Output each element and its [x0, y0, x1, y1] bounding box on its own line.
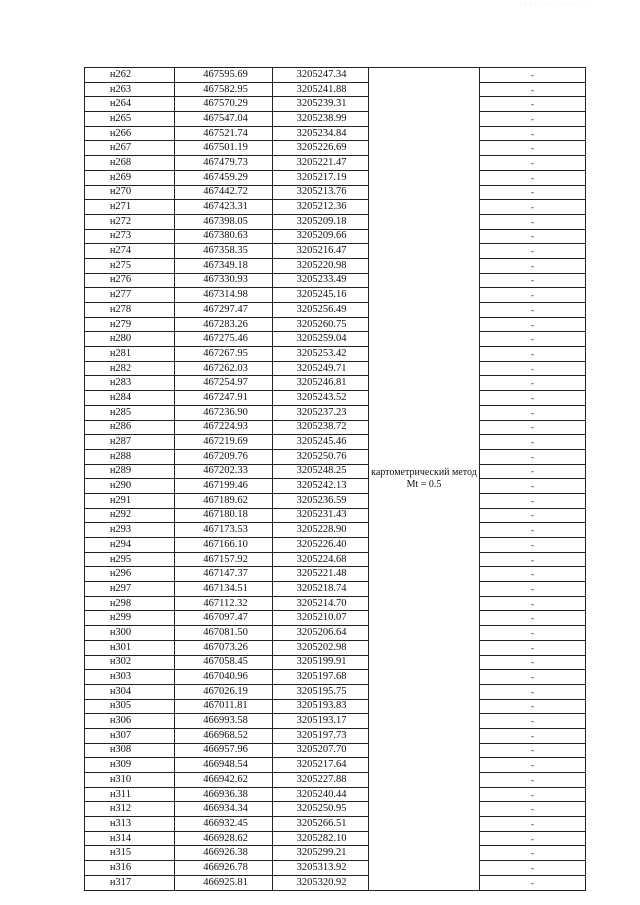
y-coordinate-cell: 3205216.47 [273, 244, 369, 259]
y-coordinate-cell: 3205221.48 [273, 567, 369, 582]
point-number-cell: н283 [85, 376, 175, 391]
x-coordinate-cell: 466932.45 [175, 817, 273, 832]
x-coordinate-cell: 467380.63 [175, 229, 273, 244]
note-cell: - [480, 347, 586, 362]
table-row [85, 185, 586, 200]
x-coordinate-cell: 467547.04 [175, 112, 273, 127]
point-number-cell: н315 [85, 846, 175, 861]
x-coordinate-cell: 467157.92 [175, 552, 273, 567]
note-cell: - [480, 846, 586, 861]
note-cell: - [480, 875, 586, 890]
y-coordinate-cell: 3205259.04 [273, 332, 369, 347]
table-row [85, 68, 586, 83]
note-cell: - [480, 361, 586, 376]
x-coordinate-cell: 467459.29 [175, 170, 273, 185]
note-cell: - [480, 611, 586, 626]
table-row [85, 126, 586, 141]
note-cell: - [480, 817, 586, 832]
point-number-cell: н262 [85, 68, 175, 83]
x-coordinate-cell: 467297.47 [175, 303, 273, 318]
point-number-cell: н300 [85, 626, 175, 641]
x-coordinate-cell: 467595.69 [175, 68, 273, 83]
table-row [85, 861, 586, 876]
y-coordinate-cell: 3205226.69 [273, 141, 369, 156]
table-row [85, 670, 586, 685]
table-row [85, 288, 586, 303]
x-coordinate-cell: 467582.95 [175, 82, 273, 97]
x-coordinate-cell: 467521.74 [175, 126, 273, 141]
note-cell: - [480, 317, 586, 332]
table-row [85, 493, 586, 508]
note-cell: - [480, 670, 586, 685]
note-cell: - [480, 640, 586, 655]
table-row [85, 303, 586, 318]
y-coordinate-cell: 3205239.31 [273, 97, 369, 112]
point-number-cell: н267 [85, 141, 175, 156]
point-number-cell: н288 [85, 449, 175, 464]
x-coordinate-cell: 467358.35 [175, 244, 273, 259]
note-cell: - [480, 582, 586, 597]
note-cell: - [480, 258, 586, 273]
y-coordinate-cell: 3205245.16 [273, 288, 369, 303]
x-coordinate-cell: 467330.93 [175, 273, 273, 288]
table-row [85, 567, 586, 582]
y-coordinate-cell: 3205197.73 [273, 728, 369, 743]
x-coordinate-cell: 466942.62 [175, 773, 273, 788]
y-coordinate-cell: 3205224.68 [273, 552, 369, 567]
y-coordinate-cell: 3205195.75 [273, 684, 369, 699]
x-coordinate-cell: 467209.76 [175, 449, 273, 464]
table-row [85, 479, 586, 494]
table-row [85, 640, 586, 655]
y-coordinate-cell: 3205236.59 [273, 493, 369, 508]
point-number-cell: н266 [85, 126, 175, 141]
note-cell: - [480, 420, 586, 435]
x-coordinate-cell: 466926.38 [175, 846, 273, 861]
y-coordinate-cell: 3205209.66 [273, 229, 369, 244]
note-cell: - [480, 435, 586, 450]
point-number-cell: н268 [85, 156, 175, 171]
table-row [85, 728, 586, 743]
point-number-cell: н270 [85, 185, 175, 200]
point-number-cell: н296 [85, 567, 175, 582]
y-coordinate-cell: 3205242.13 [273, 479, 369, 494]
y-coordinate-cell: 3205231.43 [273, 508, 369, 523]
note-cell: - [480, 802, 586, 817]
table-row [85, 508, 586, 523]
table-row [85, 332, 586, 347]
note-cell: - [480, 200, 586, 215]
table-row [85, 170, 586, 185]
y-coordinate-cell: 3205250.95 [273, 802, 369, 817]
x-coordinate-cell: 466993.58 [175, 714, 273, 729]
table-row [85, 596, 586, 611]
y-coordinate-cell: 3205193.17 [273, 714, 369, 729]
note-cell: - [480, 112, 586, 127]
x-coordinate-cell: 467275.46 [175, 332, 273, 347]
y-coordinate-cell: 3205199.91 [273, 655, 369, 670]
note-cell: - [480, 156, 586, 171]
point-number-cell: н273 [85, 229, 175, 244]
x-coordinate-cell: 467349.18 [175, 258, 273, 273]
point-number-cell: н275 [85, 258, 175, 273]
note-cell: - [480, 214, 586, 229]
note-cell: - [480, 332, 586, 347]
coordinates-table-body [85, 68, 586, 891]
table-row [85, 582, 586, 597]
point-number-cell: н282 [85, 361, 175, 376]
y-coordinate-cell: 3205246.81 [273, 376, 369, 391]
table-row [85, 817, 586, 832]
table-row [85, 538, 586, 553]
point-number-cell: н311 [85, 787, 175, 802]
x-coordinate-cell: 467423.31 [175, 200, 273, 215]
point-number-cell: н304 [85, 684, 175, 699]
x-coordinate-cell: 467073.26 [175, 640, 273, 655]
table-row [85, 97, 586, 112]
point-number-cell: н309 [85, 758, 175, 773]
table-row [85, 361, 586, 376]
y-coordinate-cell: 3205249.71 [273, 361, 369, 376]
x-coordinate-cell: 467112.32 [175, 596, 273, 611]
point-number-cell: н312 [85, 802, 175, 817]
y-coordinate-cell: 3205247.34 [273, 68, 369, 83]
y-coordinate-cell: 3205260.75 [273, 317, 369, 332]
y-coordinate-cell: 3205233.49 [273, 273, 369, 288]
y-coordinate-cell: 3205266.51 [273, 817, 369, 832]
y-coordinate-cell: 3205206.64 [273, 626, 369, 641]
table-row [85, 714, 586, 729]
table-row [85, 156, 586, 171]
point-number-cell: н286 [85, 420, 175, 435]
x-coordinate-cell: 466925.81 [175, 875, 273, 890]
table-row [85, 699, 586, 714]
point-number-cell: н313 [85, 817, 175, 832]
note-cell: - [480, 68, 586, 83]
note-cell: - [480, 626, 586, 641]
note-cell: - [480, 185, 586, 200]
point-number-cell: н271 [85, 200, 175, 215]
point-number-cell: н274 [85, 244, 175, 259]
point-number-cell: н289 [85, 464, 175, 479]
note-cell: - [480, 126, 586, 141]
note-cell: - [480, 655, 586, 670]
y-coordinate-cell: 3205210.07 [273, 611, 369, 626]
y-coordinate-cell: 3205250.76 [273, 449, 369, 464]
y-coordinate-cell: 3205193.83 [273, 699, 369, 714]
point-number-cell: н307 [85, 728, 175, 743]
point-number-cell: н298 [85, 596, 175, 611]
method-cell: картометрический метод Mt = 0.5 [369, 68, 480, 891]
point-number-cell: н294 [85, 538, 175, 553]
x-coordinate-cell: 467202.33 [175, 464, 273, 479]
note-cell: - [480, 376, 586, 391]
y-coordinate-cell: 3205221.47 [273, 156, 369, 171]
point-number-cell: н269 [85, 170, 175, 185]
note-cell: - [480, 97, 586, 112]
y-coordinate-cell: 3205197.68 [273, 670, 369, 685]
x-coordinate-cell: 466934.34 [175, 802, 273, 817]
x-coordinate-cell: 466968.52 [175, 728, 273, 743]
point-number-cell: н293 [85, 523, 175, 538]
note-cell: - [480, 743, 586, 758]
note-cell: - [480, 464, 586, 479]
y-coordinate-cell: 3205226.40 [273, 538, 369, 553]
y-coordinate-cell: 3205217.19 [273, 170, 369, 185]
y-coordinate-cell: 3205256.49 [273, 303, 369, 318]
x-coordinate-cell: 467219.69 [175, 435, 273, 450]
note-cell: - [480, 82, 586, 97]
y-coordinate-cell: 3205207.70 [273, 743, 369, 758]
y-coordinate-cell: 3205313.92 [273, 861, 369, 876]
x-coordinate-cell: 467189.62 [175, 493, 273, 508]
point-number-cell: н291 [85, 493, 175, 508]
point-number-cell: н295 [85, 552, 175, 567]
table-row [85, 611, 586, 626]
x-coordinate-cell: 467040.96 [175, 670, 273, 685]
table-row [85, 787, 586, 802]
point-number-cell: н279 [85, 317, 175, 332]
note-cell: - [480, 229, 586, 244]
point-number-cell: н264 [85, 97, 175, 112]
y-coordinate-cell: 3205237.23 [273, 405, 369, 420]
table-row [85, 831, 586, 846]
x-coordinate-cell: 467314.98 [175, 288, 273, 303]
y-coordinate-cell: 3205245.46 [273, 435, 369, 450]
note-cell: - [480, 303, 586, 318]
table-row [85, 773, 586, 788]
point-number-cell: н308 [85, 743, 175, 758]
note-cell: - [480, 170, 586, 185]
point-number-cell: н281 [85, 347, 175, 362]
coordinates-table [84, 67, 586, 891]
scan-header-mark: · · · · · · · · · · · · · · [520, 2, 587, 7]
note-cell: - [480, 728, 586, 743]
note-cell: - [480, 449, 586, 464]
note-cell: - [480, 288, 586, 303]
point-number-cell: н276 [85, 273, 175, 288]
table-row [85, 82, 586, 97]
x-coordinate-cell: 466957.96 [175, 743, 273, 758]
y-coordinate-cell: 3205217.64 [273, 758, 369, 773]
x-coordinate-cell: 467134.51 [175, 582, 273, 597]
y-coordinate-cell: 3205238.72 [273, 420, 369, 435]
table-row [85, 317, 586, 332]
x-coordinate-cell: 466948.54 [175, 758, 273, 773]
y-coordinate-cell: 3205212.36 [273, 200, 369, 215]
y-coordinate-cell: 3205220.98 [273, 258, 369, 273]
y-coordinate-cell: 3205320.92 [273, 875, 369, 890]
y-coordinate-cell: 3205240.44 [273, 787, 369, 802]
table-row [85, 141, 586, 156]
x-coordinate-cell: 467173.53 [175, 523, 273, 538]
point-number-cell: н303 [85, 670, 175, 685]
x-coordinate-cell: 467058.45 [175, 655, 273, 670]
x-coordinate-cell: 467262.03 [175, 361, 273, 376]
table-row [85, 347, 586, 362]
y-coordinate-cell: 3205228.90 [273, 523, 369, 538]
table-row [85, 743, 586, 758]
x-coordinate-cell: 467283.26 [175, 317, 273, 332]
note-cell: - [480, 493, 586, 508]
note-cell: - [480, 273, 586, 288]
point-number-cell: н317 [85, 875, 175, 890]
y-coordinate-cell: 3205282.10 [273, 831, 369, 846]
note-cell: - [480, 596, 586, 611]
point-number-cell: н287 [85, 435, 175, 450]
table-row [85, 523, 586, 538]
table-row [85, 273, 586, 288]
y-coordinate-cell: 3205299.21 [273, 846, 369, 861]
point-number-cell: н316 [85, 861, 175, 876]
x-coordinate-cell: 466926.78 [175, 861, 273, 876]
table-row [85, 464, 586, 479]
y-coordinate-cell: 3205234.84 [273, 126, 369, 141]
x-coordinate-cell: 467224.93 [175, 420, 273, 435]
point-number-cell: н278 [85, 303, 175, 318]
note-cell: - [480, 523, 586, 538]
point-number-cell: н306 [85, 714, 175, 729]
y-coordinate-cell: 3205238.99 [273, 112, 369, 127]
x-coordinate-cell: 467166.10 [175, 538, 273, 553]
y-coordinate-cell: 3205248.25 [273, 464, 369, 479]
x-coordinate-cell: 467180.18 [175, 508, 273, 523]
note-cell: - [480, 773, 586, 788]
x-coordinate-cell: 467442.72 [175, 185, 273, 200]
note-cell: - [480, 552, 586, 567]
table-row [85, 405, 586, 420]
x-coordinate-cell: 467081.50 [175, 626, 273, 641]
note-cell: - [480, 244, 586, 259]
note-cell: - [480, 861, 586, 876]
point-number-cell: н310 [85, 773, 175, 788]
table-row [85, 229, 586, 244]
point-number-cell: н265 [85, 112, 175, 127]
y-coordinate-cell: 3205241.88 [273, 82, 369, 97]
note-cell: - [480, 508, 586, 523]
point-number-cell: н302 [85, 655, 175, 670]
note-cell: - [480, 684, 586, 699]
point-number-cell: н272 [85, 214, 175, 229]
note-cell: - [480, 787, 586, 802]
point-number-cell: н285 [85, 405, 175, 420]
point-number-cell: н263 [85, 82, 175, 97]
point-number-cell: н314 [85, 831, 175, 846]
table-row [85, 875, 586, 890]
x-coordinate-cell: 467147.37 [175, 567, 273, 582]
table-row [85, 449, 586, 464]
x-coordinate-cell: 467501.19 [175, 141, 273, 156]
x-coordinate-cell: 467247.91 [175, 391, 273, 406]
note-cell: - [480, 758, 586, 773]
point-number-cell: н305 [85, 699, 175, 714]
point-number-cell: н290 [85, 479, 175, 494]
x-coordinate-cell: 467199.46 [175, 479, 273, 494]
y-coordinate-cell: 3205202.98 [273, 640, 369, 655]
point-number-cell: н277 [85, 288, 175, 303]
point-number-cell: н292 [85, 508, 175, 523]
table-row [85, 258, 586, 273]
note-cell: - [480, 141, 586, 156]
x-coordinate-cell: 466928.62 [175, 831, 273, 846]
point-number-cell: н297 [85, 582, 175, 597]
y-coordinate-cell: 3205218.74 [273, 582, 369, 597]
note-cell: - [480, 699, 586, 714]
x-coordinate-cell: 467254.97 [175, 376, 273, 391]
y-coordinate-cell: 3205214.70 [273, 596, 369, 611]
x-coordinate-cell: 466936.38 [175, 787, 273, 802]
table-row [85, 420, 586, 435]
y-coordinate-cell: 3205253.42 [273, 347, 369, 362]
table-row [85, 552, 586, 567]
note-cell: - [480, 538, 586, 553]
x-coordinate-cell: 467267.95 [175, 347, 273, 362]
table-row [85, 802, 586, 817]
table-row [85, 112, 586, 127]
note-cell: - [480, 405, 586, 420]
y-coordinate-cell: 3205227.88 [273, 773, 369, 788]
table-row [85, 200, 586, 215]
x-coordinate-cell: 467097.47 [175, 611, 273, 626]
note-cell: - [480, 567, 586, 582]
table-row [85, 758, 586, 773]
x-coordinate-cell: 467570.29 [175, 97, 273, 112]
point-number-cell: н301 [85, 640, 175, 655]
point-number-cell: н284 [85, 391, 175, 406]
table-row [85, 626, 586, 641]
y-coordinate-cell: 3205243.52 [273, 391, 369, 406]
x-coordinate-cell: 467011.81 [175, 699, 273, 714]
table-row [85, 435, 586, 450]
x-coordinate-cell: 467479.73 [175, 156, 273, 171]
table-row [85, 846, 586, 861]
note-cell: - [480, 831, 586, 846]
y-coordinate-cell: 3205213.76 [273, 185, 369, 200]
note-cell: - [480, 391, 586, 406]
table-row [85, 655, 586, 670]
table-row [85, 684, 586, 699]
table-row [85, 391, 586, 406]
table-row [85, 376, 586, 391]
point-number-cell: н299 [85, 611, 175, 626]
note-cell: - [480, 479, 586, 494]
table-row [85, 244, 586, 259]
x-coordinate-cell: 467026.19 [175, 684, 273, 699]
x-coordinate-cell: 467236.90 [175, 405, 273, 420]
x-coordinate-cell: 467398.05 [175, 214, 273, 229]
note-cell: - [480, 714, 586, 729]
table-row [85, 214, 586, 229]
point-number-cell: н280 [85, 332, 175, 347]
y-coordinate-cell: 3205209.18 [273, 214, 369, 229]
